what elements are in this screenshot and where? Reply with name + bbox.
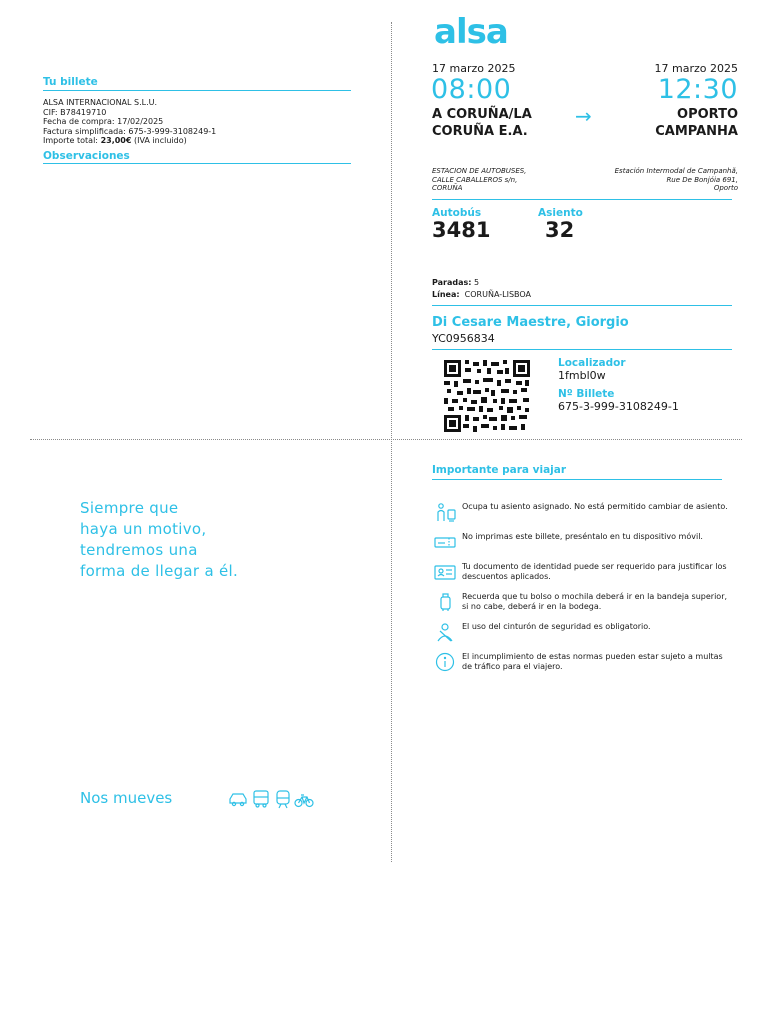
locator-label: Localizador <box>558 357 626 369</box>
total-amount-row <box>43 136 216 146</box>
purchase-date: Fecha de compra: 17/02/2025 <box>43 117 164 126</box>
departure-station-line1: ESTACION DE AUTOBUSES, <box>432 167 527 175</box>
slogan-line3: tendremos una <box>80 541 198 559</box>
alsa-logo: alsa <box>434 12 508 52</box>
observations-rule <box>43 163 351 164</box>
arrival-city-line1: OPORTO <box>677 107 738 122</box>
stops-value: 5 <box>474 278 480 287</box>
slogan-line4: forma de llegar a él. <box>80 562 239 580</box>
id-card-icon <box>432 562 458 582</box>
invoice-details <box>43 98 216 146</box>
info-icon <box>432 652 458 672</box>
stations-rule <box>432 199 732 200</box>
departure-time: 08:00 <box>431 74 512 105</box>
arrival-date: 17 marzo 2025 <box>654 62 738 75</box>
important-item-text: No imprimas este billete, preséntalo en tu dispositivo móvil. <box>462 532 703 541</box>
seat-label: Asiento <box>538 207 583 219</box>
total-suffix: (IVA incluido) <box>133 136 187 145</box>
ticket-section-rule <box>43 90 351 91</box>
horizontal-fold-line <box>30 439 742 440</box>
arrival-station-line3: Oporto <box>713 184 738 192</box>
passenger-document: YC0956834 <box>432 332 495 345</box>
important-item-text: El uso del cinturón de seguridad es obligatorio. <box>462 622 651 631</box>
stops-row <box>432 278 479 288</box>
departure-date: 17 marzo 2025 <box>432 62 516 75</box>
bus-number: 3481 <box>432 218 491 242</box>
important-item-text: Tu documento de identidad puede ser requerido para justificar los descuentos aplicados. <box>462 562 727 581</box>
passenger-name: Di Cesare Maestre, Giorgio <box>432 315 629 330</box>
bus-label: Autobús <box>432 207 482 219</box>
bus-icon <box>251 789 271 809</box>
route-arrow-icon: → <box>575 104 592 128</box>
seat-number: 32 <box>545 218 575 242</box>
cif-number: CIF: B78419710 <box>43 107 107 117</box>
departure-station-line3: CORUÑA <box>432 184 463 192</box>
ticket-section-title: Tu billete <box>43 76 98 88</box>
slogan-line2: haya un motivo, <box>80 520 207 538</box>
bicycle-icon <box>294 792 314 808</box>
ticket-number-value: 675-3-999-3108249-1 <box>558 400 679 413</box>
tagline: Nos mueves <box>80 789 173 807</box>
important-item-text: Ocupa tu asiento asignado. No está permitido cambiar de asiento. <box>462 502 728 511</box>
line-label: Línea: <box>432 290 460 299</box>
line-row <box>432 290 531 300</box>
total-label: Importe total: <box>43 136 99 145</box>
slogan <box>80 498 238 582</box>
arrival-station-line2: Rue De Bonjóia 691, <box>666 175 738 184</box>
arrival-station <box>615 167 738 193</box>
departure-station-line2: CALLE CABALLEROS s/n, <box>432 175 518 184</box>
passenger-rule <box>432 349 732 350</box>
important-rule <box>432 479 722 480</box>
ticket-number-label: Nº Billete <box>558 388 615 400</box>
arrival-station-line1: Estación Intermodal de Campanhã, <box>614 167 738 175</box>
line-value: CORUÑA-LISBOA <box>464 290 531 299</box>
total-value: 23,00€ <box>100 136 132 145</box>
company-name: ALSA INTERNACIONAL S.L.U. <box>43 98 158 107</box>
locator-value: 1fmbl0w <box>558 369 606 382</box>
route-rule <box>432 305 732 306</box>
seatbelt-icon <box>432 622 458 642</box>
arrival-city <box>655 106 738 140</box>
important-item-text: Recuerda que tu bolso o mochila deberá ir en la bandeja superior, si no cabe, deberá ir en la bodega. <box>462 592 728 611</box>
departure-station <box>432 167 526 193</box>
arrival-time: 12:30 <box>657 74 738 105</box>
seat-person-icon <box>432 502 458 522</box>
important-title: Importante para viajar <box>432 464 567 476</box>
departure-city-line1: A CORUÑA/LA <box>432 107 532 122</box>
train-icon <box>273 789 293 809</box>
ticket-icon <box>432 532 458 552</box>
luggage-icon <box>432 592 458 612</box>
invoice-number: Factura simplificada: 675-3-999-3108249-1 <box>43 126 217 136</box>
car-icon <box>228 790 248 808</box>
vertical-fold-line <box>391 22 392 862</box>
observations-title: Observaciones <box>43 150 130 162</box>
departure-city <box>432 106 532 140</box>
departure-city-line2: CORUÑA E.A. <box>432 124 528 139</box>
slogan-line1: Siempre que <box>80 499 179 517</box>
arrival-city-line2: CAMPANHA <box>655 124 738 139</box>
stops-label: Paradas: <box>432 278 472 287</box>
qr-code <box>444 360 530 432</box>
important-item-text: El incumplimiento de estas normas pueden estar sujeto a multas de tráfico para el viajero. <box>462 652 723 671</box>
